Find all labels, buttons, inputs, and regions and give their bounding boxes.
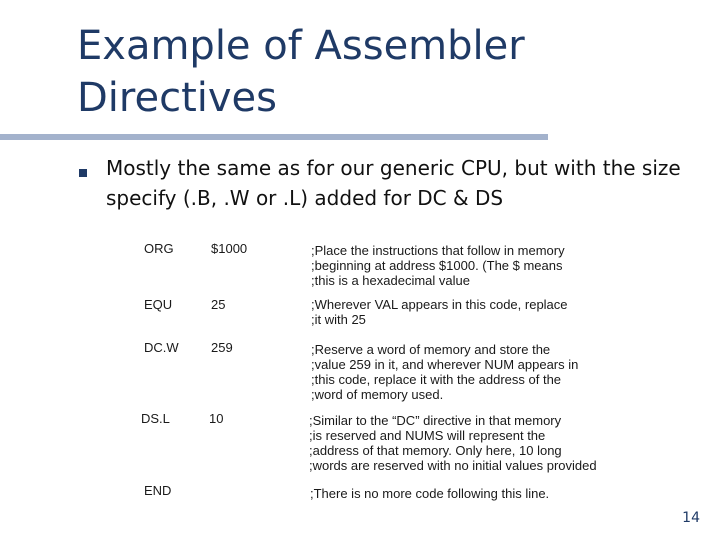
page-number: 14 [682, 510, 700, 526]
comment-line: ;this is a hexadecimal value [311, 273, 470, 288]
comment-line: ;value 259 in it, and wherever NUM appears in [311, 357, 579, 372]
directive-op: DC.W [144, 340, 179, 355]
comment-line: ;word of memory used. [311, 387, 444, 402]
comment-line: ;Similar to the “DC” directive in that memory [309, 413, 562, 428]
directive-comment [311, 342, 578, 402]
directive-comment [310, 486, 549, 501]
comment-line: ;There is no more code following this line. [310, 486, 550, 501]
comment-line: ;is reserved and NUMS will represent the [309, 428, 546, 443]
directive-arg: 25 [211, 297, 226, 312]
title-line-1: Example of Assembler [77, 23, 525, 69]
directive-comment [311, 297, 568, 327]
directive-comment [311, 243, 565, 288]
comment-line: ;words are reserved with no initial values provided [309, 458, 597, 473]
comment-line: ;Wherever VAL appears in this code, replace [311, 297, 568, 312]
title-line-2: Directives [77, 75, 277, 121]
directive-arg: 259 [211, 340, 233, 355]
directive-op: DS.L [141, 411, 170, 426]
bullet-text: Mostly the same as for our generic CPU, but with the size specify (.B, .W or .L) added for DC & DS [106, 156, 681, 210]
directive-comment [309, 413, 597, 473]
comment-line: ;Place the instructions that follow in memory [311, 243, 565, 258]
comment-line: ;beginning at address $1000. (The $ means [311, 258, 563, 273]
directive-arg: $1000 [211, 241, 248, 256]
directive-op: END [144, 483, 172, 498]
comment-line: ;address of that memory. Only here, 10 long [309, 443, 562, 458]
comment-line: ;Reserve a word of memory and store the [311, 342, 551, 357]
comment-line: ;it with 25 [311, 312, 366, 327]
directive-op: EQU [144, 297, 173, 312]
directive-arg: 10 [209, 411, 224, 426]
comment-line: ;this code, replace it with the address of the [311, 372, 562, 387]
directive-op: ORG [144, 241, 174, 256]
